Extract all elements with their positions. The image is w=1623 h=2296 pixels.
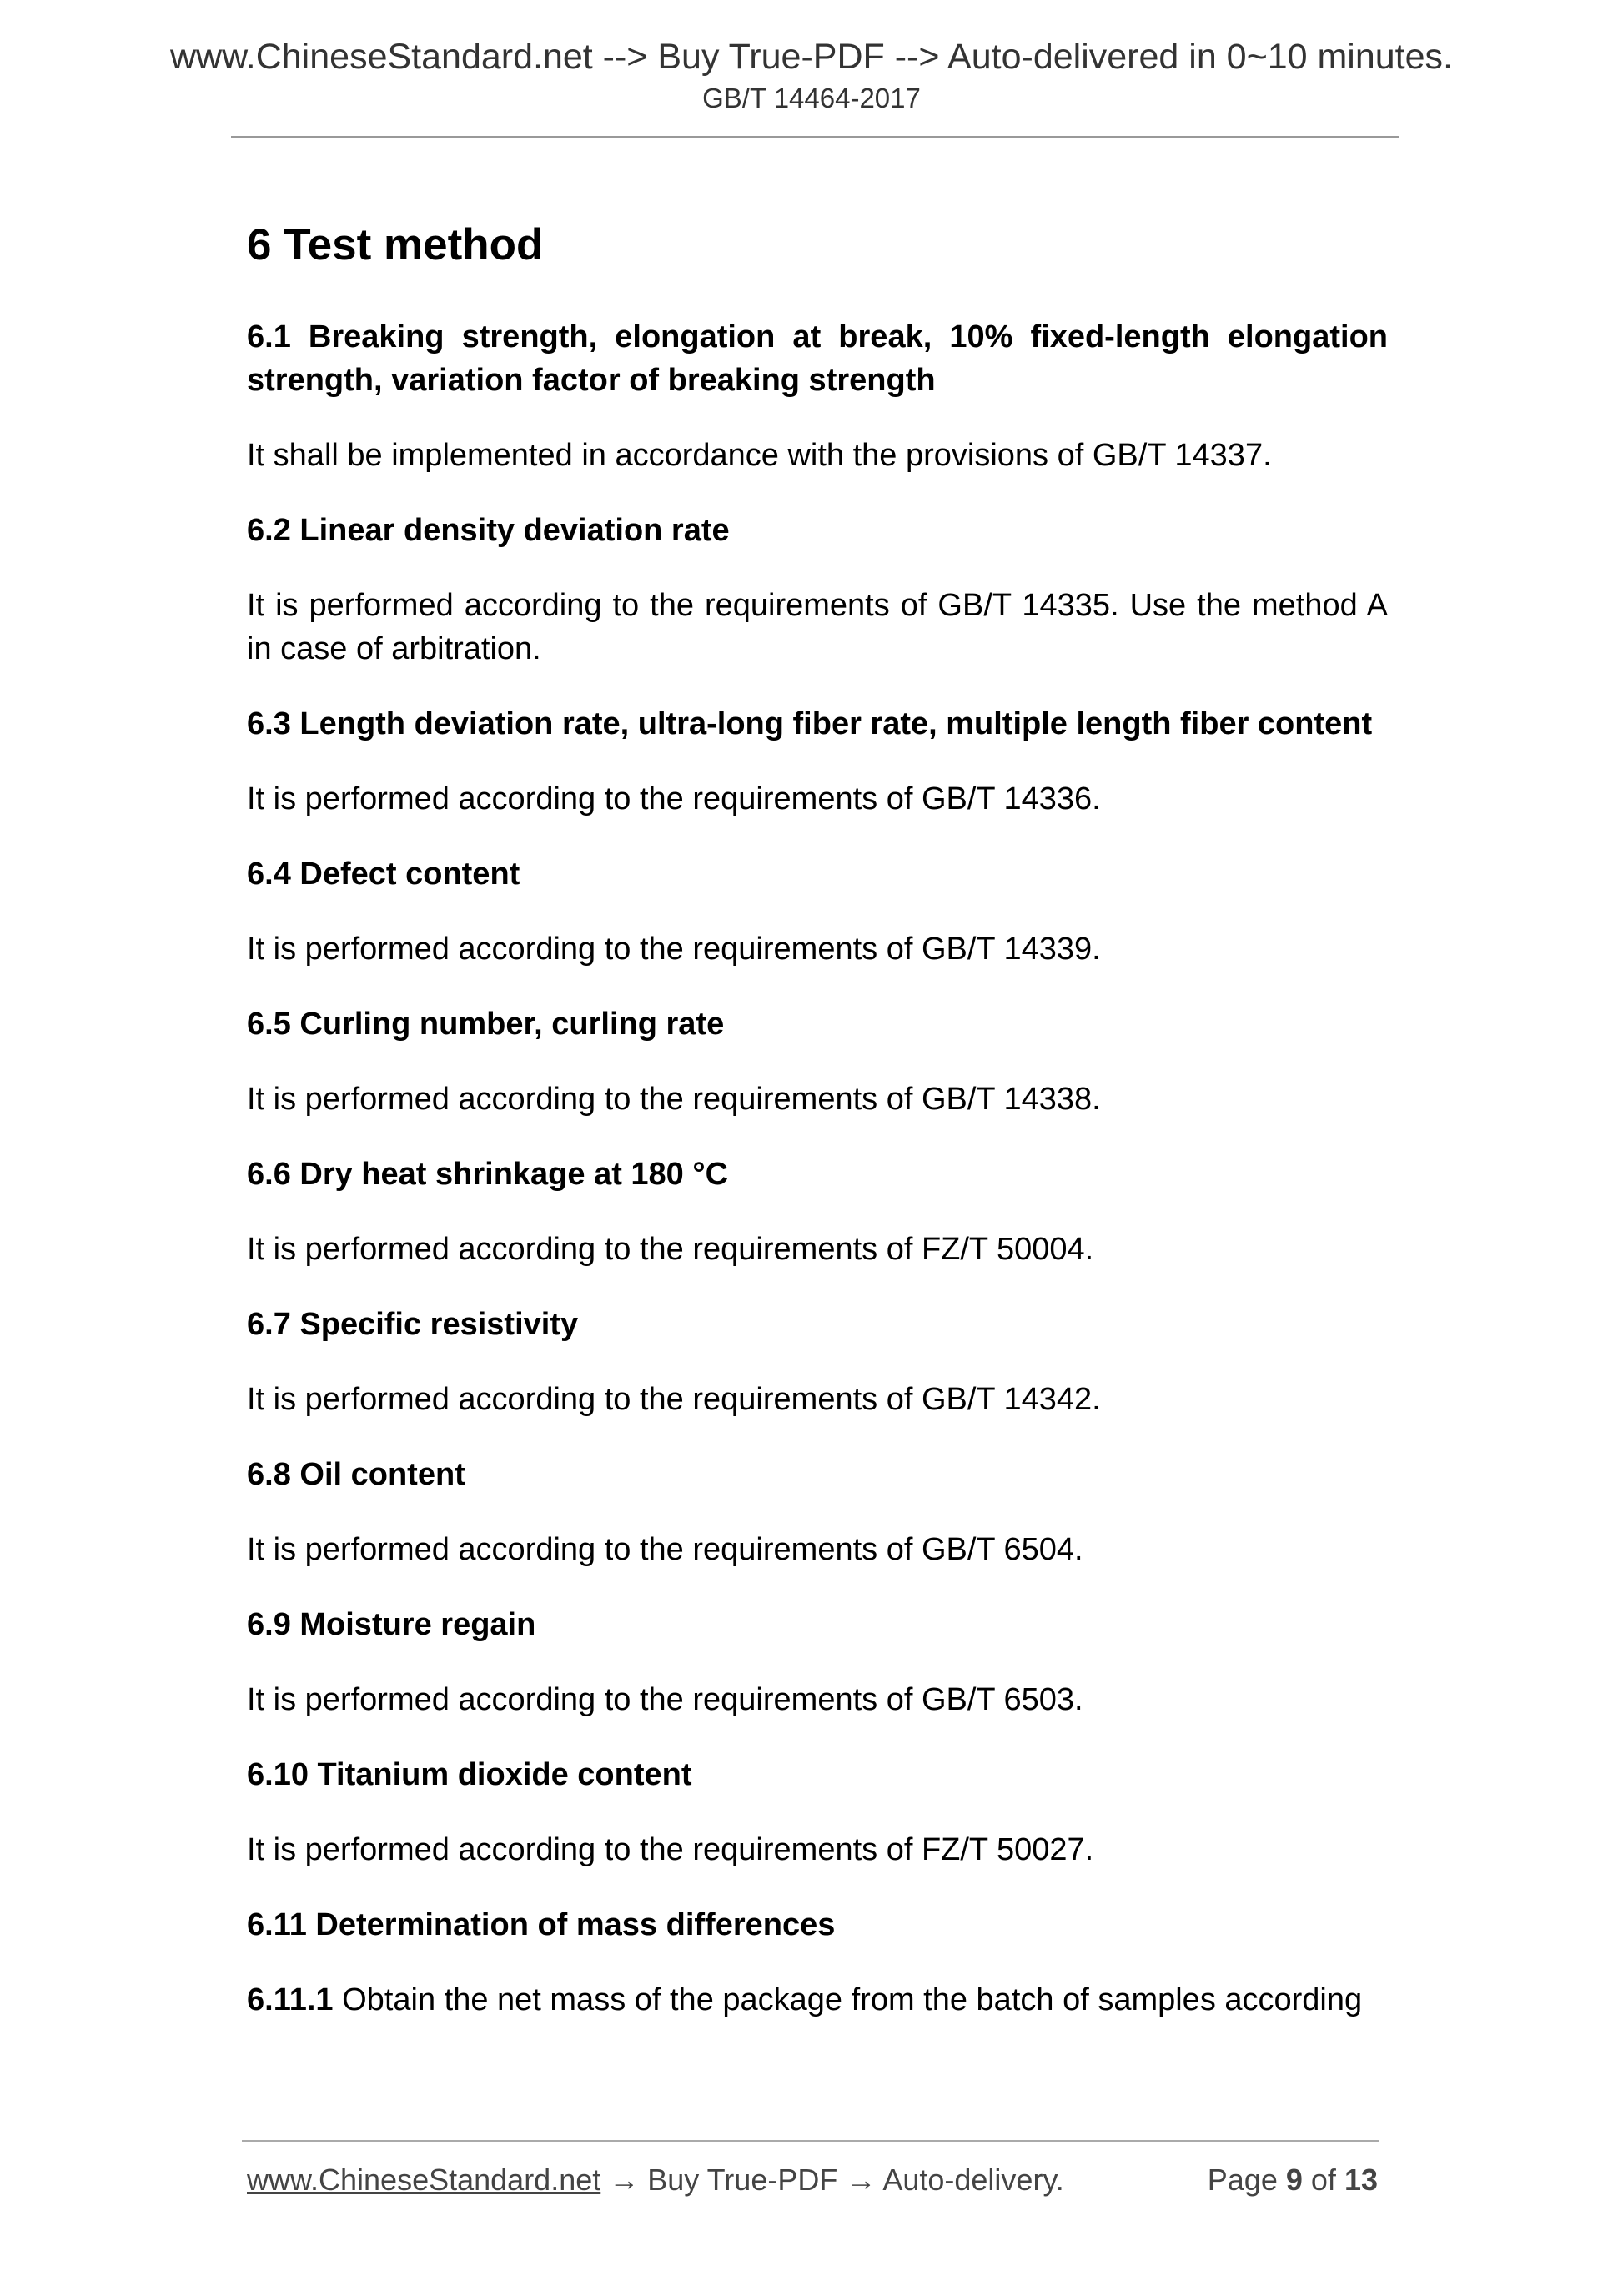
clause-text: It is performed according to the requirements of FZ/T 50027. xyxy=(247,1832,1094,1867)
total-pages-number: 13 xyxy=(1344,2163,1378,2197)
clause-heading: 6.11 Determination of mass differences xyxy=(247,1907,836,1942)
footer-left xyxy=(247,2160,1064,2200)
clause-6-7 xyxy=(247,1303,1388,1421)
website-link[interactable]: www.ChineseStandard.net xyxy=(247,2163,601,2197)
page-of-label: of xyxy=(1310,2163,1336,2197)
document-code: GB/T 14464-2017 xyxy=(702,83,921,113)
footer-tagline: → Buy True-PDF → Auto-delivery. xyxy=(609,2163,1064,2197)
clause-text: It is performed according to the requirements of GB/T 6503. xyxy=(247,1682,1083,1717)
header-divider xyxy=(231,136,1399,138)
section-title: 6 Test method xyxy=(247,220,544,269)
clause-text: It is performed according to the requirements of GB/T 14338. xyxy=(247,1082,1101,1117)
clause-6-1 xyxy=(247,315,1388,477)
clause-text: It is performed according to the requirements of GB/T 14339. xyxy=(247,932,1101,967)
top-banner: www.ChineseStandard.net --> Buy True-PDF --> Auto-delivered in 0~10 minutes. xyxy=(169,37,1453,77)
clause-heading: 6.5 Curling number, curling rate xyxy=(247,1007,725,1042)
clause-6-5 xyxy=(247,1002,1388,1121)
clause-6-9 xyxy=(247,1603,1388,1721)
clause-6-6 xyxy=(247,1153,1388,1271)
clause-heading: 6.1 Breaking strength, elongation at break, 10% fixed-length elongation strength, variation factor of breaking strength xyxy=(247,319,1388,398)
clause-heading: 6.7 Specific resistivity xyxy=(247,1307,579,1342)
clause-6-2 xyxy=(247,509,1388,671)
page-label: Page xyxy=(1207,2163,1278,2197)
page-content xyxy=(247,219,1388,2053)
clause-6-10 xyxy=(247,1753,1388,1871)
clause-6-8 xyxy=(247,1453,1388,1571)
clause-heading: 6.4 Defect content xyxy=(247,857,520,892)
subclause-text: Obtain the net mass of the package from the batch of samples according xyxy=(342,1982,1363,2017)
clause-heading: 6.6 Dry heat shrinkage at 180 °C xyxy=(247,1157,729,1192)
clause-text: It is performed according to the requirements of GB/T 14342. xyxy=(247,1382,1101,1417)
clause-text: It shall be implemented in accordance with the provisions of GB/T 14337. xyxy=(247,438,1272,473)
footer-divider xyxy=(242,2140,1379,2142)
current-page-number: 9 xyxy=(1285,2163,1303,2197)
clause-text: It is performed according to the requirements of FZ/T 50004. xyxy=(247,1232,1094,1267)
subclause-number: 6.11.1 xyxy=(247,1982,334,2017)
subclause-6-11-1 xyxy=(247,1978,1388,2022)
clause-heading: 6.10 Titanium dioxide content xyxy=(247,1757,692,1792)
clause-text: It is performed according to the requirements of GB/T 6504. xyxy=(247,1532,1083,1567)
clause-6-4 xyxy=(247,852,1388,971)
clause-heading: 6.3 Length deviation rate, ultra-long fiber rate, multiple length fiber content xyxy=(247,706,1373,741)
clause-6-3 xyxy=(247,702,1388,821)
clause-text: It is performed according to the requirements of GB/T 14335. Use the method A in case of arbitration. xyxy=(247,588,1388,666)
clause-6-11 xyxy=(247,1903,1388,2022)
page-indicator xyxy=(1208,2160,1378,2200)
clause-heading: 6.8 Oil content xyxy=(247,1457,465,1492)
clause-heading: 6.2 Linear density deviation rate xyxy=(247,513,730,548)
clause-text: It is performed according to the requirements of GB/T 14336. xyxy=(247,781,1101,816)
clause-heading: 6.9 Moisture regain xyxy=(247,1607,536,1642)
